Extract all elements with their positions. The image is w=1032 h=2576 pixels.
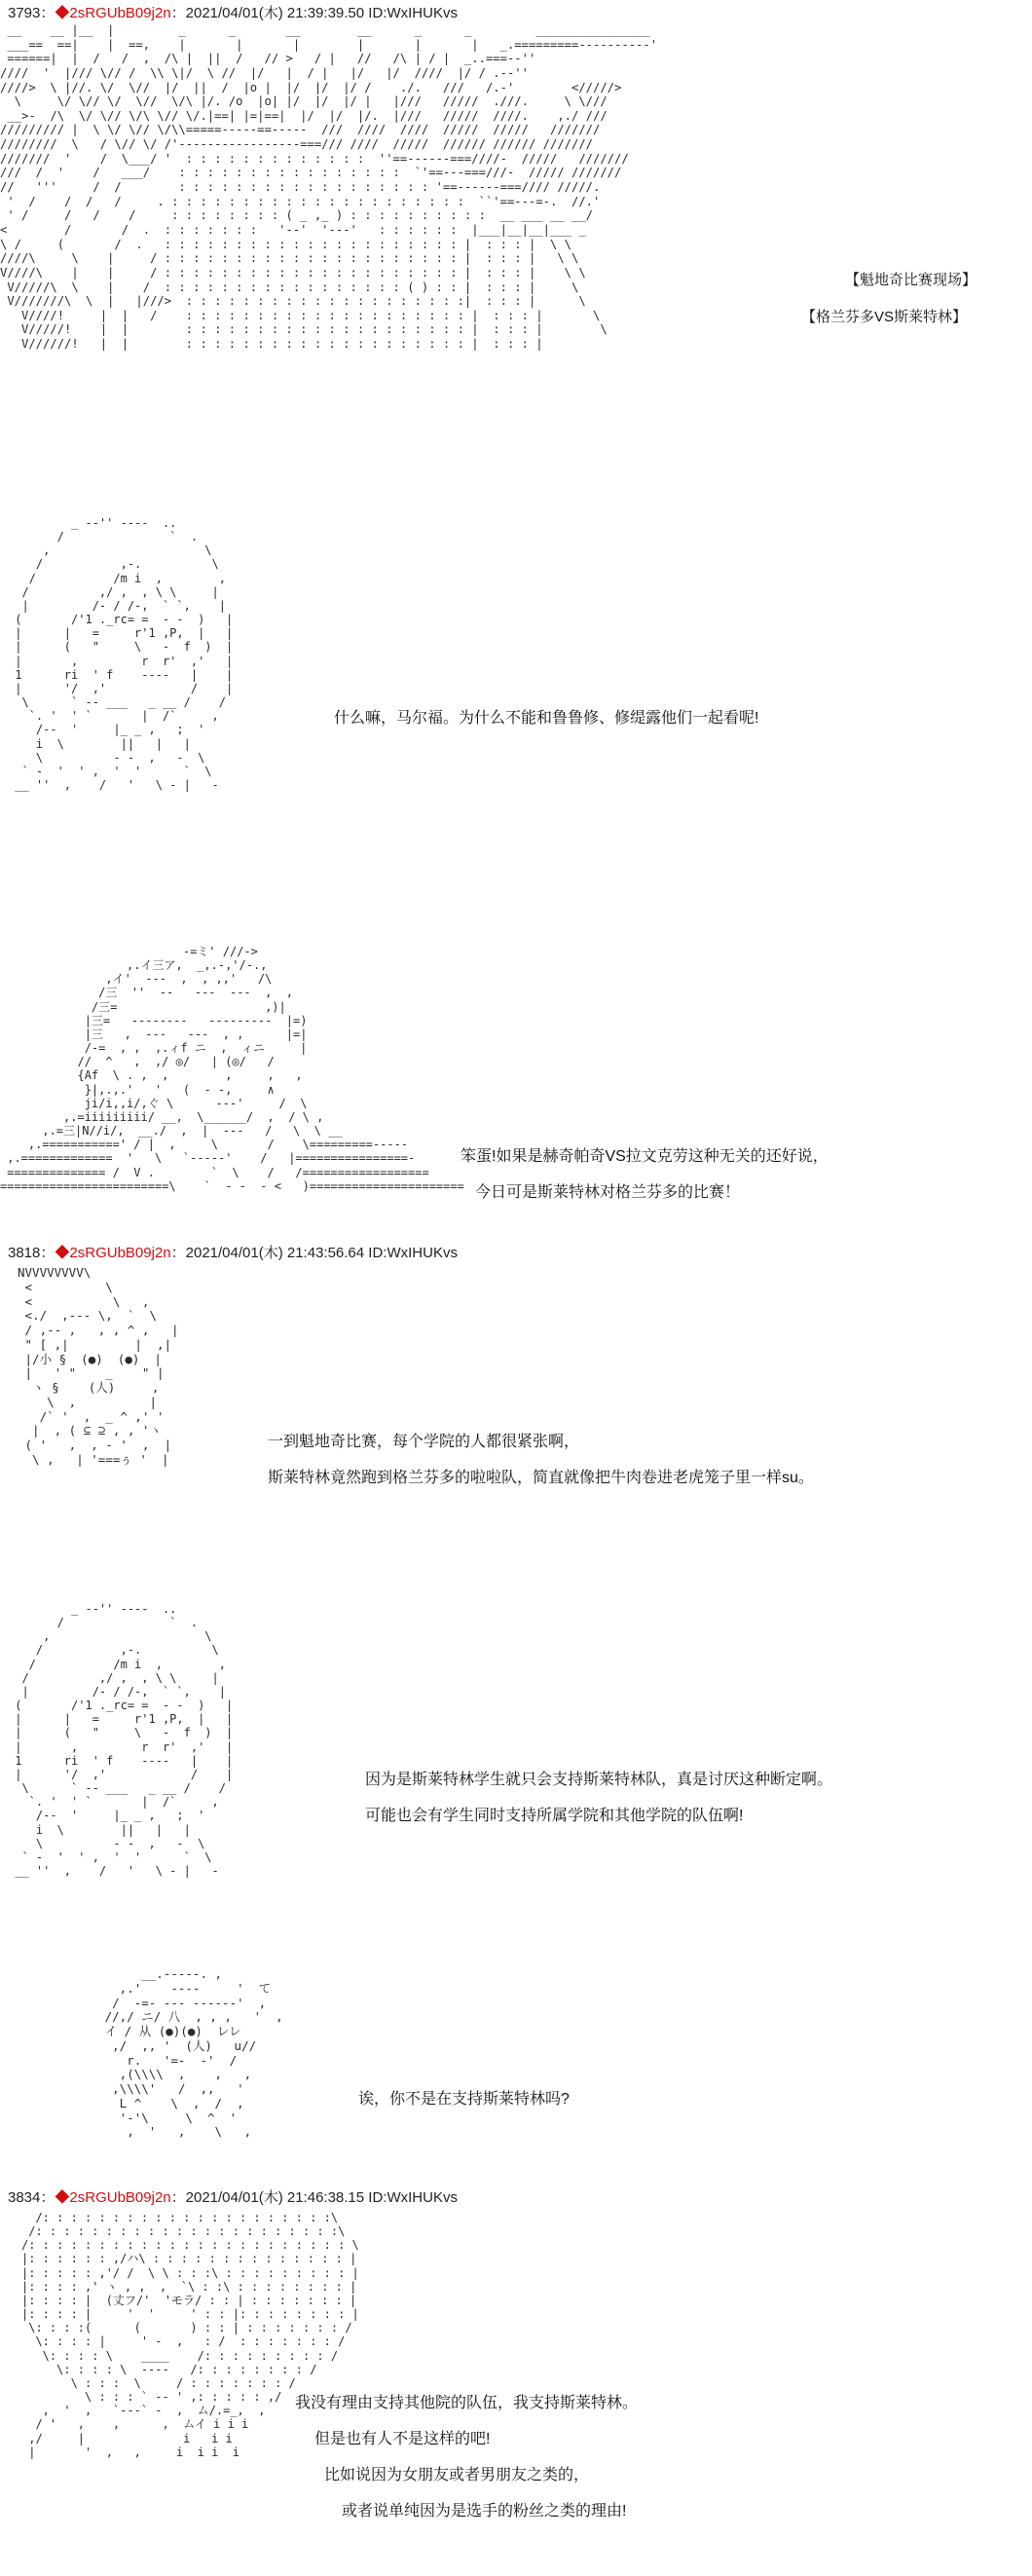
post-separator: ： xyxy=(40,1245,55,1261)
dialog-block-6 xyxy=(295,2396,638,2540)
dialog-line: 诶，你不是在支持斯莱特林吗? xyxy=(358,2091,570,2108)
dialog-line: 今日可是斯莱特林对格兰芬多的比赛！ xyxy=(475,1184,741,1201)
post-number: 3834 xyxy=(8,2189,41,2206)
post-datetime-id: ：2021/04/01(木) 21:43:56.64 ID:WxIHUKvs xyxy=(170,1245,458,1261)
dialog-block-5 xyxy=(358,2092,570,2128)
dialog-line: 笨蛋!如果是赫奇帕奇VS拉文克劳这种无关的还好说， xyxy=(461,1148,829,1165)
dialog-line: 可能也会有学生同时支持所属学院和其他学院的队伍啊! xyxy=(365,1808,744,1824)
diamond-icon: ◆ xyxy=(55,5,70,21)
poster-trip-link[interactable]: ◆2sRGUbB09j2n xyxy=(55,5,171,21)
character-ascii-art-round-face: _ --'' ---- .. / ` . , \ / ,-. \ / /m i , , / ,/ , , \ \ | | /- / /-, ` `, | ( /'1 ._rc= = - - ) | | | = r'1 ,P, | | | ( " \ - f ) | | , r r' ,' | 1 ri ' f ---- | | | '/ ,' / | \ ` -- ___ _ __ / / `. ' ' ` | /` , /-- ' |_ _ , ; ' i \ || | | \ - - , - \ ` - ' ' , ' ' ` \ __ '' , / ' \ - | - xyxy=(15,516,234,792)
post-header-3834 xyxy=(8,2186,458,2207)
diamond-icon: ◆ xyxy=(55,1245,70,1261)
dialog-block-4 xyxy=(365,1773,832,1845)
character-ascii-art-small-creature: __.-----. , ,.' ---- ' て / -=- --- ------' , //,/ ニ/ 八 , , , ' , イ / 从 (●)(●) レレ ,/ ,, ' (人) u// r. '=- -' / ,(\\\\ , , , ,\\\\' / ,, ' L ^ \ , / , '-'\ \ ^ ' , ' , \ , xyxy=(104,1966,283,2140)
post-separator: ： xyxy=(40,2189,55,2206)
character-ascii-art-dotted-silhouette: /: : : : : : : : : : : : : : : : : : : : :\ /: : : : : : : : : : : : : : : : : : : : : :\ /: : : : : : : : : : : : : : : : : : : : : : : \ |: : : : : : ,/ハ\ : : : : : : : : : : : : : : | |: : : : : ,'/ / \ \ : : :\ : : : : : : : : : | |: : : : ,' ヽ , , , `\ : :\ : : : : : : : : | |: : : : | (丈フ/' 'モラ/ : : | : : : : : : : | |: : : : | ' ' ' : : |: : : : : : : : | \: : : :( ( ) : : | : : : : : : : / \: : : : | ' - , : / : : : : : : : / \: : : : \ ____ /: : : : : : : : : / \: : : : \ ---- /: : : : : : : : / \ : : : \ / : : : : : : : / \ : : : ` -- ' ,: : : : : ,/ , ' , `---` - , ム/.=_, , / ' , , , ムイ i i i ,/ | i i i | ' , , i i i i xyxy=(21,2211,359,2459)
dialog-block-1 xyxy=(334,711,758,747)
post-datetime-id: ：2021/04/01(木) 21:39:39.50 ID:WxIHUKvs xyxy=(170,5,458,21)
dialog-line: 我没有理由支持其他院的队伍，我支持斯莱特林。 xyxy=(295,2395,639,2411)
character-ascii-art-round-face-2: _ --'' ---- .. / ` . , \ / ,-. \ / /m i , , / ,/ , , \ \ | | /- / /-, ` `, | ( /'1 ._rc= = - - ) | | | = r'1 ,P, | | | ( " \ - f ) | | , r r' ,' | 1 ri ' f ---- | | | '/ ,' / | \ ` -- ___ _ __ / / `. ' ' ` | /` , /-- ' |_ _ , ; ' i \ || | | \ - - , - \ ` - ' ' , ' ' ` \ __ '' , / ' \ - | - xyxy=(15,1602,234,1878)
character-ascii-art-shocked: -=ミ' ///-> ,.イ三ア, _,.-,'/-., ,イ' --- , , ,,' /\ /三 '' -- --- --- , , /三= ,)| |三= -------- --------- |=) |三 , --- --- , , |=| /-= , , ,.ィf ニ , ィニ | // ^ , ,/ ◎/ | (◎/ / {Af \ . , , , , , }|,.,.' ' ( - -, ∧ ji/i,,i/,ぐ \ ---' / \ ,.=iiiiiiiii/ __, \______/ , / \ , ,.=三|N//i/, __./ , | --- / \ \ __ ,.===========' / | , \ / \=========----- ,.============= ' \ `-----' / |================- ============== / V . ` \ / /================== ========================\ ` - - - < )====================== xyxy=(0,945,464,1193)
post-header-3818 xyxy=(8,1242,458,1262)
dialog-line: 但是也有人不是这样的吧! xyxy=(314,2431,491,2447)
dialog-line: 斯莱特林竟然跑到格兰芬多的啦啦队，简直就像把牛肉卷进老虎笼子里一样su。 xyxy=(268,1470,814,1486)
dialog-line: 或者说单纯因为是选手的粉丝之类的理由! xyxy=(342,2503,627,2520)
dialog-line: 因为是斯莱特林学生就只会支持斯莱特林队，真是讨厌这种断定啊。 xyxy=(365,1772,833,1788)
dialog-block-3 xyxy=(268,1435,814,1507)
scene-caption-matchup: 【格兰芬多VS斯莱特林】 xyxy=(801,309,968,325)
scene-caption-location: 【魁地奇比赛现场】 xyxy=(845,272,977,288)
post-separator: ： xyxy=(40,5,55,21)
dialog-block-2 xyxy=(461,1149,829,1221)
dialog-line: 比如说因为女朋友或者男朋友之类的， xyxy=(324,2467,590,2483)
diamond-icon: ◆ xyxy=(55,2189,70,2206)
poster-trip-link[interactable]: ◆2sRGUbB09j2n xyxy=(55,2189,171,2206)
character-ascii-art-mascot: NVVVVVVVV\ < \ < \ , <./ ,--- \, ` \ / ,-- , , , ^ , | " [ ,| | ,| |/小 § (●) (●) | | ' " _ " | ヽ § (人) , \ , | /` ' , _ ^ ,' ' | , ( ⊆ ⊇ , , 'ヽ ( ' , , - ' , | \ , | '===ぅ ' | xyxy=(18,1265,179,1467)
post-datetime-id: ：2021/04/01(木) 21:46:38.15 ID:WxIHUKvs xyxy=(170,2189,458,2206)
dialog-line: 什么嘛，马尔福。为什么不能和鲁鲁修、修缇露他们一起看呢! xyxy=(334,710,759,727)
post-number: 3793 xyxy=(8,5,41,21)
dialog-line: 一到魁地奇比赛，每个学院的人都很紧张啊， xyxy=(268,1434,580,1450)
stadium-ascii-art: __ __ |__ | _ _ __ __ _ _ ________________ ___== ==| | ==, | | | | | | _.=========----------' ======| | / / , /\ | || / // > / | // /\ | / | _..===--'' //// ' |/// \// / \\ \|/ \ // |/ | / | |/ |/ //// |/ / .--'' ////> \ |//. \/ \// |/ || / |o | |/ |/ |/ / ./. /// /.-' </////> \ \/ \// \/ \// \/\ |/. /o |o| |/ |/ |/ | |/// ///// .///. \ \/// __>- /\ \/ \// \/\ \// \/.|==| |=|==| |/ |/ |/. |/// ///// ////. ,./ /// ///////// | \ \/ \// \/\\=====-----==----- /// //// //// ///// ///// /////// //////// \ / \// \/ /'-----------------===/// //// ///// ////// ////// /////// /////// ' / \___/ ' : : : : : : : : : : : : : ''==------===////- ///// /////// /// / ' / ___/ : : : : : : : : : : : : : : : : `'==---===///- ///// /////// // ''' / / : : : : : : : : : : : : : : : : : : '==------===//// /////. ' / / / / . : : : : : : : : : : : : : : : : : : : : : ``'==---=-. //.' ' / / / / : : : : : : : : ( _ ,_ ) : : : : : : : : : : __ ___ __ __/ < / / . : : : : : : : '--' '---' : : : : : : |___|__|__|___ _ \ / ( / . : : : : : : : : : : : : : : : : : : : : : | : : : | \ \ ////\ \ | / : : : : : : : : : : : : : : : : : : : : : | : : : | \ \ V////\ | | / : : : : : : : : : : : : : : : : : : : : : | : : : | \ \ V/////\ \ | / : : : : : : : : : : : : : : : : : ( ) : : | : : : | \ V///////\ \ | |///> : : : : : : : : : : : : : : : : : : : :| : : : | \ V////! | | / : : : : : : : : : : : : : : : : : : : : | : : : | \ V/////! | | : : : : : : : : : : : : : : : : : : : : | : : : | \ V//////! | | : : : : : : : : : : : : : : : : : : : : | : : : | xyxy=(0,23,658,352)
post-header-3793 xyxy=(8,2,458,22)
post-number: 3818 xyxy=(8,1245,41,1261)
poster-trip-link[interactable]: ◆2sRGUbB09j2n xyxy=(55,1245,171,1261)
